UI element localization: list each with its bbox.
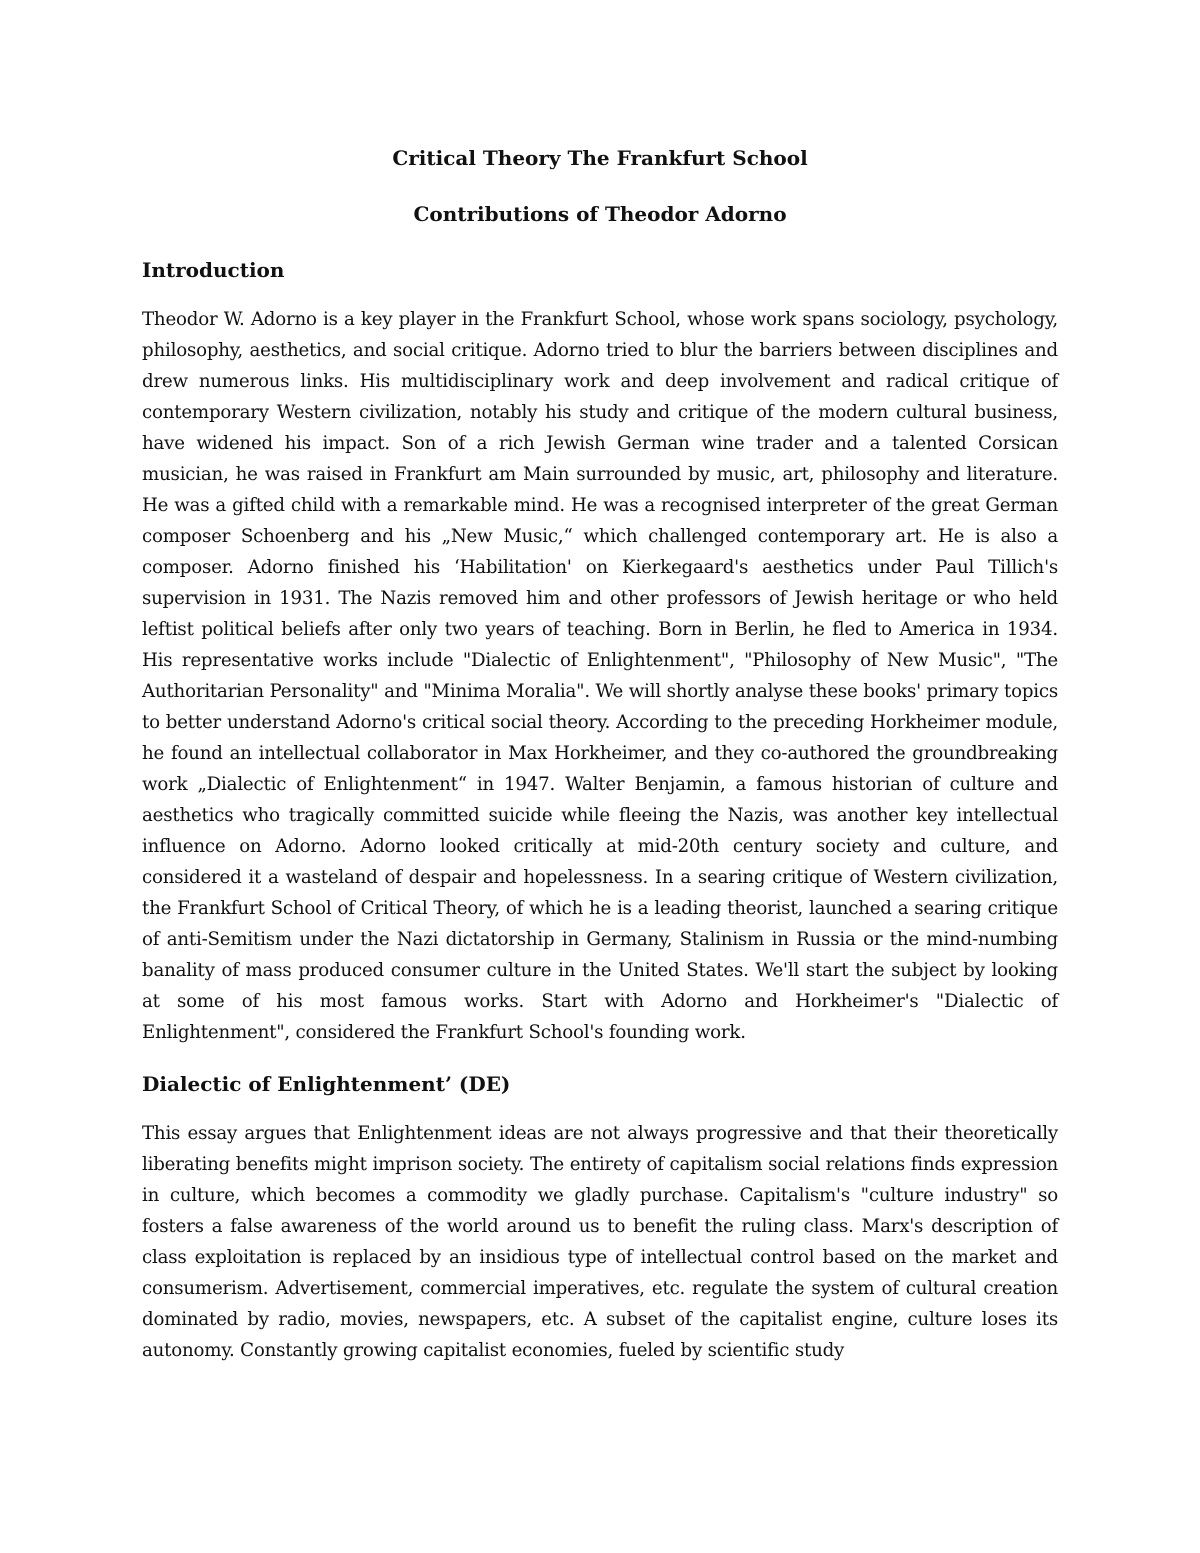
section-heading-dialectic: Dialectic of Enlightenment’ (DE) bbox=[142, 1072, 511, 1096]
dialectic-paragraph: This essay argues that Enlightenment ideas are not always progressive and that their theoretically liberating benefits might imprison society. The entirety of capitalism social relations finds expression in culture, which becomes a commodity we gladly purchase. Capitalism's "culture industry" so fosters a false awareness of the world around us to benefit the ruling class. Marx's description of class exploitation is replaced by an insidious type of intellectual control based on the market and consumerism. Advertisement, commercial imperatives, etc. regulate the system of cultural creation dominated by radio, movies, newspapers, etc. A subset of the capitalist engine, culture loses its autonomy. Constantly growing capitalist economies, fueled by scientific study bbox=[142, 1123, 1058, 1361]
document-subtitle: Contributions of Theodor Adorno bbox=[413, 202, 787, 226]
introduction-paragraph: Theodor W. Adorno is a key player in the Frankfurt School, whose work spans sociology, psychology, philosophy, aesthetics, and social critique. Adorno tried to blur the barriers between disciplines and drew numerous links. His multidisciplinary work and deep involvement and radical critique of contemporary Western civilization, notably his study and critique of the modern cultural business, have widened his impact. Son of a rich Jewish German wine trader and a talented Corsican musician, he was raised in Frankfurt am Main surrounded by music, art, philosophy and literature. He was a gifted child with a remarkable mind. He was a recognised interpreter of the great German composer Schoenberg and his „New Music,“ which challenged contemporary art. He is also a composer. Adorno finished his ‘Habilitation' on Kierkegaard's aesthetics under Paul Tillich's supervision in 1931. The Nazis removed him and other professors of Jewish heritage or who held leftist political beliefs after only two years of teaching. Born in Berlin, he fled to America in 1934. His representative works include "Dialectic of Enlightenment", "Philosophy of New Music", "The Authoritarian Personality" and "Minima Moralia". We will shortly analyse these books' primary topics to better understand Adorno's critical social theory. According to the preceding Horkheimer module, he found an intellectual collaborator in Max Horkheimer, and they co-authored the groundbreaking work „Dialectic of Enlightenment“ in 1947. Walter Benjamin, a famous historian of culture and aesthetics who tragically committed suicide while fleeing the Nazis, was another key intellectual influence on Adorno. Adorno looked critically at mid-20th century society and culture, and considered it a wasteland of despair and hopelessness. In a searing critique of Western civilization, the Frankfurt School of Critical Theory, of which he is a leading theorist, launched a searing critique of anti-Semitism under the Nazi dictatorship in Germany, Stalinism in Russia or the mind-numbing banality of mass produced consumer culture in the United States. We'll start the subject by looking at some of his most famous works. Start with Adorno and Horkheimer's "Dialectic of Enlightenment", considered the Frankfurt School's founding work. bbox=[142, 309, 1058, 1043]
document-title: Critical Theory The Frankfurt School bbox=[392, 146, 808, 170]
document-page bbox=[142, 140, 1058, 1366]
section-heading-introduction: Introduction bbox=[142, 258, 285, 282]
